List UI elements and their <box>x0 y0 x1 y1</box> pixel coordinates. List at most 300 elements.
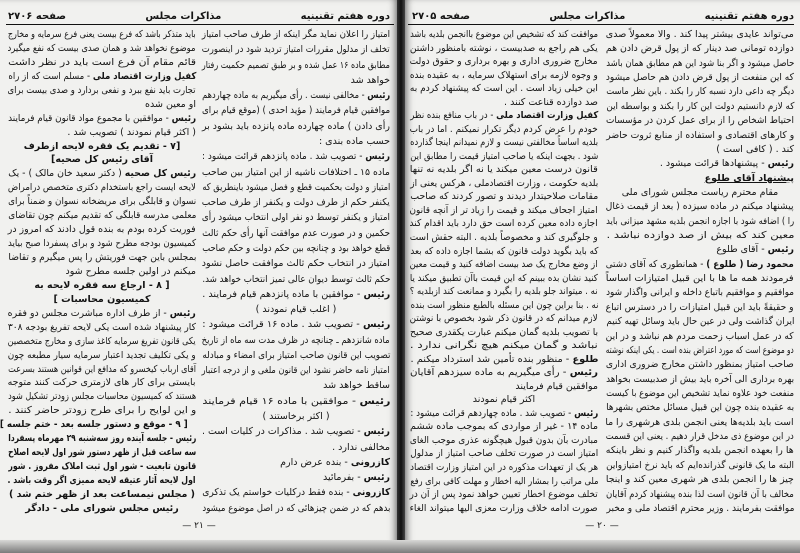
line-content <box>606 301 794 314</box>
line-content <box>606 272 794 285</box>
text-line <box>8 474 196 487</box>
text-column-left <box>410 28 598 515</box>
speaker-name: رئیس <box>573 407 598 419</box>
line-text: قائم مقام آن فرع است باید در نظر داشت <box>8 56 196 68</box>
session-label: دوره هفتم تقنینیه <box>300 11 390 22</box>
line-content <box>8 42 196 55</box>
line-content <box>410 217 598 230</box>
line-text: پیشنهاد میکنم در ماده سیزده ( بعد از قیمت ذغال <box>606 201 794 213</box>
line-text: موافقیم و موافقیم باتباع داخله و ایرانی واگذار شود <box>606 287 794 299</box>
line-content <box>410 190 598 203</box>
text-line <box>8 98 196 111</box>
text-line <box>410 163 598 176</box>
line-content <box>606 57 794 70</box>
line-text: حسب ماده بندی : <box>318 135 390 147</box>
line-content <box>410 366 598 379</box>
text-line <box>606 258 794 271</box>
line-text: مخالفی ندارد . <box>332 441 390 453</box>
line-text: - تصویب شد . ماده پانزدهم قرائت میشود : <box>201 151 366 163</box>
text-line <box>8 167 196 180</box>
line-content <box>410 245 598 258</box>
line-content <box>606 315 794 328</box>
text-line <box>410 339 598 352</box>
line-content <box>410 258 598 271</box>
text-line <box>202 227 390 240</box>
speaker-name: کفیل وزارت اقتصاد ملی <box>92 70 196 82</box>
line-content <box>410 272 598 285</box>
text-line <box>606 42 794 55</box>
line-content <box>202 43 390 56</box>
text-line <box>410 502 598 515</box>
line-text: ماده شانزدهم ـ چنانچه در ظرف مدت سه ماه از تاریخ <box>202 334 390 346</box>
text-line <box>410 231 598 244</box>
speaker-name: رئیس <box>171 112 196 124</box>
text-line <box>202 303 390 316</box>
line-text: یکی هم راجع به صدبیست ، نوشته بامنظور داشتن <box>410 42 598 54</box>
line-content <box>202 395 390 408</box>
line-text: آقای ارباب کیخسرو که مدافع این قوانین هستند بسرعت <box>8 363 196 375</box>
speaker-name: رئیس کل صحیه <box>124 168 196 180</box>
text-line <box>410 420 598 433</box>
text-line <box>8 432 196 445</box>
line-text: بهره برداری الی آخره باید بیش از صدبیست بخواهد <box>605 373 794 385</box>
line-content <box>66 265 196 278</box>
text-line <box>202 318 390 331</box>
line-text: رئیس مجلس شورای ملی - دادگر <box>25 502 179 514</box>
publication-title: مذاکرات مجلس <box>549 11 626 22</box>
text-line <box>606 373 794 386</box>
line-content <box>202 349 390 362</box>
text-line <box>202 441 390 454</box>
line-text: - همانطوری که آقای دشتی <box>606 258 707 270</box>
line-text: اکثر قیام نمودند <box>472 394 536 406</box>
speaker-name: رئیس <box>365 151 390 163</box>
line-content <box>9 488 195 501</box>
line-text: امتیاز اجحاف میکند و قیمت را زیاد تر از آنچه قانون <box>409 204 598 216</box>
line-text: خواهد شد <box>350 74 390 86</box>
text-line <box>410 312 598 325</box>
line-content <box>8 181 196 194</box>
line-content <box>25 502 178 515</box>
line-content <box>410 461 598 474</box>
line-content <box>8 237 196 250</box>
line-content <box>410 150 598 163</box>
text-line <box>202 379 390 392</box>
text-line <box>606 243 794 256</box>
section-heading <box>8 279 196 292</box>
text-line <box>202 59 390 72</box>
line-content <box>202 334 390 347</box>
line-content <box>410 312 598 325</box>
line-content <box>606 444 794 457</box>
line-text: موافقت کند که تشخیص این موضوع باانجمن بلدیه باشد <box>410 29 598 40</box>
line-content <box>606 215 794 228</box>
text-line <box>8 70 196 83</box>
text-line <box>410 123 598 136</box>
text-line <box>606 114 794 127</box>
line-text: کمیسیون محاسبات ] <box>53 293 151 305</box>
line-content <box>8 474 196 487</box>
line-content <box>202 150 390 163</box>
line-content <box>8 28 196 41</box>
text-line <box>410 150 598 163</box>
line-content <box>202 59 390 72</box>
line-content <box>8 112 196 125</box>
line-content <box>8 390 196 403</box>
line-content <box>262 410 329 423</box>
line-text: حاصل میشود و اگر بنا شود این هم مطابق همان باشد <box>605 57 794 69</box>
text-line <box>606 229 794 242</box>
section-heading <box>8 153 196 166</box>
text-column-left <box>0 28 197 515</box>
text-line <box>606 100 794 113</box>
line-text: رئیس - جلسه آینده روز سه‌شنبه ۲۹ مهرماه پسفردا <box>7 433 196 445</box>
line-content <box>410 136 598 149</box>
line-text: ( مجلس نیمساعت بعد از ظهر ختم شد ) <box>8 488 196 500</box>
line-content <box>410 353 598 366</box>
text-line <box>8 265 196 278</box>
line-content <box>410 69 598 82</box>
line-text: امتیاز و دولت بحکمیت قطع و فصل میشود باینطریق که <box>202 181 390 193</box>
text-line <box>202 242 390 255</box>
line-text: به عقیده بنده چون این قبیل مسائل مختص بشهرها <box>606 402 794 414</box>
text-line <box>606 459 794 472</box>
text-line <box>202 150 390 163</box>
section-heading <box>8 502 196 515</box>
text-line <box>202 28 390 41</box>
section-heading <box>8 488 196 501</box>
line-text: - بفرمائید <box>323 472 364 484</box>
text-line <box>410 258 598 271</box>
line-content <box>8 321 196 334</box>
line-content <box>323 379 390 392</box>
text-line <box>8 376 196 389</box>
line-text: منفعت خود علاوه نماید تشخیص این موضوع با کیست <box>606 387 794 399</box>
line-text: فوریت کرده بودم به بنده قول دادند که امروز در <box>8 224 196 236</box>
line-content <box>606 200 794 213</box>
text-line <box>410 82 598 95</box>
line-content <box>410 28 598 41</box>
line-content <box>202 288 390 301</box>
text-line <box>410 488 598 501</box>
text-line <box>410 136 598 149</box>
text-line <box>410 190 598 203</box>
text-line <box>410 109 598 122</box>
line-text: کار پیشنهاد شده است یکی لایحه تفریغ بودجه ۳۰۸ <box>7 321 197 333</box>
line-text: قانون درست معین میکند یا نه اگر بلدیه نه تنها <box>409 164 598 176</box>
line-text: که باید بگوید دولت قانون که بشما اجازه داده که بعد <box>409 245 598 257</box>
text-line <box>202 43 390 56</box>
line-content <box>606 459 794 472</box>
line-content <box>202 502 390 515</box>
line-text: یکی قانون تفریغ سرمایه کاغذ سازی و مخارج متخصصین <box>8 335 196 347</box>
text-line <box>410 461 598 474</box>
line-text: معین کند که بیش از صد دوازده نباشد . <box>606 230 794 242</box>
line-content <box>8 307 196 320</box>
line-text: است باید بلدیه‌ها یعنی انجمن بلدی هرشهری را ما <box>605 416 794 428</box>
line-content <box>351 74 390 87</box>
line-text: قانون تابعیت - شور اول ثبت املاک مفروز . شور <box>8 461 196 473</box>
line-text: رأی دادن ) ماده چهارده ماده پانزده باید بشود بر <box>202 120 390 132</box>
text-line <box>606 387 794 400</box>
line-text: امتیاز نامه حاضر نشود این قانون ملغی و از درجه اعتبار <box>202 365 390 377</box>
line-text: باید متذکر باشد که فرع بیست یعنی فرع سرمایه و مخارج <box>8 29 196 40</box>
page-number: صفحه ۲۷۰۵ <box>412 11 471 22</box>
line-content <box>0 418 188 431</box>
text-line <box>410 447 598 460</box>
line-text: که لازم دانستیم دولت این کار را بکند و بواسطه این <box>605 100 794 112</box>
line-text: سه ساعت قبل از ظهر دستور شور اول لایحه اصلاح <box>7 447 196 459</box>
line-content <box>202 28 390 41</box>
line-content <box>202 425 390 438</box>
session-label: دوره هفتم تقنینیه <box>704 11 794 22</box>
line-text: حکم ثالث توسط دیوان عالی تمیز انتخاب خواهد شد. <box>201 273 390 285</box>
text-line <box>202 471 390 484</box>
line-text: و وجوه لازمه برای استهلاک سرمایه ، به عقیده بنده <box>410 69 598 81</box>
line-text: قطع خواهد بود و چنانچه بین حکم دولت و حکم صاحب <box>201 242 390 254</box>
line-text: آقای رئیس کل صحیه] <box>50 154 154 166</box>
line-text: بمجلس باین جهت فوریتش را پس میگیرم و تقاضا <box>8 252 196 263</box>
line-text: معلمی مدرسه قابلگی که تقدیم میکنم چون تقاضای <box>7 210 196 222</box>
line-content <box>705 172 794 185</box>
line-content <box>8 195 196 208</box>
line-text: موافقین قیام فرمایند <box>515 380 598 392</box>
line-content <box>202 227 390 240</box>
speaker-name: رئیس <box>363 288 390 300</box>
line-text: اول لایحه آثار عتیقه لایحه ممیزی اگر وقت باشد . <box>7 475 196 486</box>
line-text: لایحه ایست راجع باستخدام دکتری متخصص درامراض <box>8 182 196 194</box>
text-line <box>202 364 390 377</box>
speaker-name: رئیس <box>363 426 390 438</box>
speaker-name: کازرونی <box>352 487 390 499</box>
line-content <box>280 456 390 469</box>
section-heading <box>8 293 196 306</box>
line-content <box>410 326 598 339</box>
line-content <box>606 28 794 41</box>
text-line <box>606 28 794 41</box>
page-footer-number: — ۲۱ — <box>182 521 216 531</box>
line-text: - تصویب شد . مذاکرات در کلیات است . <box>202 426 364 438</box>
line-text: صد دوازده قناعت کنند . <box>504 96 598 108</box>
line-content <box>202 273 390 286</box>
line-content <box>473 393 535 406</box>
line-text: دو موضوع است که مورد اعتراض بنده است . یکی اینکه نوشته <box>605 344 794 356</box>
line-content <box>202 120 390 133</box>
text-line <box>606 330 794 343</box>
line-content <box>606 129 794 142</box>
line-text: ( اکثر برخاستند ) <box>262 411 330 423</box>
text-line <box>410 299 598 312</box>
line-text: کنید نشان بده ببینم که این قیمت باآن تطبیق میکند یا <box>410 272 598 284</box>
line-text: امتیاز و یکنفر توسط دو نفر اولی انتخاب میشود رأی <box>201 212 390 224</box>
line-text: مقام محترم ریاست مجلس شورای ملی <box>621 186 779 198</box>
line-content <box>606 473 794 486</box>
text-line <box>410 245 598 258</box>
text-line <box>202 288 390 301</box>
line-text: ( اغلب قیام نمودند ) <box>255 304 337 316</box>
line-text: تخلف از مدلول مقررات امتیاز تردید شود در اینصورت <box>202 44 390 56</box>
line-text: - پیشنهادها قرائت میشود . <box>659 158 768 170</box>
text-line <box>202 425 390 438</box>
text-line <box>410 272 598 285</box>
speaker-name: کفیل وزارت اقتصاد ملی <box>495 110 598 122</box>
text-line <box>8 195 196 208</box>
text-line <box>8 56 196 69</box>
line-text: - در باب منافع بنده نظر <box>409 110 496 122</box>
text-line <box>606 157 794 170</box>
text-line <box>606 430 794 443</box>
text-line <box>410 326 598 339</box>
text-line <box>606 286 794 299</box>
header-rule <box>6 24 394 25</box>
line-text: مقامات صلاحیتدار دیدند و تصور کردند که صاحب <box>410 191 598 203</box>
text-line <box>410 42 598 55</box>
line-content <box>660 157 794 170</box>
line-content <box>24 140 181 153</box>
line-text: البته ما یک قانونی گذرانده‌ایم که باید نرخ امتیازواین <box>606 459 794 471</box>
line-content <box>202 211 390 224</box>
line-text: کمیسیون بودجه مطرح شود و برای پسفردا صبح بیاید <box>7 238 196 250</box>
line-text: پیشنهاد آقای طلوع <box>704 172 794 184</box>
line-content <box>606 373 794 386</box>
text-line <box>202 120 390 133</box>
line-content <box>8 335 196 348</box>
line-text: ایران گذاشت ولی در عین حال باید وسائل تهیه کنیم <box>605 316 794 328</box>
line-content <box>54 293 151 306</box>
text-line <box>410 366 598 379</box>
line-text: ماده ۱۴ - غیر از مواردی که بموجب ماده ششم <box>410 421 598 433</box>
speaker-name: رئیس <box>569 367 598 379</box>
line-text: تجارت باید نفع ببرد و نفعی بردارد و صدی بیست برای <box>7 84 196 96</box>
line-text: هستند که کمیسیون محاسبات مجلس زودتر تشکیل شود <box>7 391 196 403</box>
line-text: از وضع مخارج یک صد بیست اضافه کنید و قیمت معین <box>410 259 598 271</box>
line-text: - مسلم است که از راه <box>8 70 93 82</box>
line-text: - موافقین با ماده پانزدهم قیام فرمایند . <box>202 288 364 300</box>
line-content <box>67 126 196 139</box>
text-line <box>410 69 598 82</box>
text-line <box>202 166 390 179</box>
line-content <box>606 430 794 443</box>
text-line <box>202 104 390 117</box>
line-content <box>410 204 598 217</box>
line-content <box>606 358 794 371</box>
text-line <box>606 473 794 486</box>
text-line <box>202 273 390 286</box>
line-content <box>606 344 794 357</box>
text-line <box>202 257 390 270</box>
line-content <box>202 318 390 331</box>
line-text: اجازه داده معین کرده است حق دارد باید اقدام کند <box>409 218 598 230</box>
speaker-name: رئیس <box>359 395 390 407</box>
section-heading <box>8 140 196 153</box>
page-footer-number: — ۲۰ — <box>585 521 619 531</box>
line-content <box>8 460 196 473</box>
line-content <box>716 143 794 156</box>
line-content <box>319 135 390 148</box>
text-line <box>606 444 794 457</box>
line-text: او معین شده <box>145 98 196 110</box>
line-content <box>202 196 390 209</box>
text-line <box>8 404 196 417</box>
text-line <box>8 335 196 348</box>
line-content <box>8 376 196 389</box>
text-line <box>8 223 196 236</box>
speaker-name: رئیس <box>767 244 794 256</box>
text-line <box>606 215 794 228</box>
line-text: بلدیه اساساً مخالفتی نیست و لازم نمیدانم اینجا گذارده <box>409 137 598 149</box>
line-text: مبادرت بآن بدون قبول هیچگونه عذری موجب الغای <box>409 434 598 446</box>
line-content <box>410 123 598 136</box>
line-text: و حقیقةً باید این قبیل امتیازات را در دسترس اتباع <box>606 301 794 313</box>
line-text: مخارج ضروری اداری و بهره برداری و حقوق دولت <box>410 56 598 68</box>
line-content <box>606 85 794 98</box>
text-line <box>202 181 390 194</box>
text-line <box>606 71 794 84</box>
text-line <box>606 200 794 213</box>
line-text: صورت ادامه خلاف وزارت معزی الیها میتواند الغاء <box>410 502 598 514</box>
line-text: ها را بعهده انجمن بلدیه واگذار کنیم و نظر باینکه <box>606 445 794 457</box>
line-text: حکمین و در صورت عدم موافقت آنها رأی حکم ثالث <box>202 227 390 239</box>
line-text: شود . بجهت اینکه یا صاحب امتیاز قیمت را مطابق این <box>409 150 598 162</box>
speaker-name: رئیس <box>362 319 390 331</box>
line-text: ( دکتر سعید خان مالک ) - یک <box>8 168 125 180</box>
line-text: [ ۹ - موقع و دستور جلسه بعد - ختم جلسه ] <box>0 419 189 431</box>
speaker-name: رئیس <box>367 90 390 102</box>
line-text: موافقت بفرمایند . وزیر محترم اقتصاد ملی و مخبر <box>606 502 794 514</box>
text-line <box>606 401 794 414</box>
line-text: که این منفعت از پول قرض دادن هم حاصل میشود <box>605 72 794 84</box>
text-line <box>8 28 196 41</box>
section-heading <box>0 418 196 431</box>
line-content <box>410 475 598 488</box>
speaker-name: محمود رضا ( طلوع ) <box>706 258 794 270</box>
text-line <box>8 181 196 194</box>
text-line <box>606 344 794 357</box>
line-content <box>410 420 598 433</box>
text-line <box>410 353 598 366</box>
line-text: ملی مراتب را بمشار الیه اخطار و مهلت کافی برای رفع <box>409 475 598 487</box>
line-text: مخالف با آن قانون است لذا بنده پیشنهاد کردم آقایان <box>606 488 794 500</box>
text-line <box>202 395 390 408</box>
line-text: - تصویب شد . ماده ۱۶ قرائت میشود : <box>202 319 363 331</box>
text-line <box>8 390 196 403</box>
text-line <box>606 186 794 199</box>
line-content <box>51 153 153 166</box>
page-bottom-edge <box>0 540 800 553</box>
line-text: امتیاز در انتخاب حکم ثالث موافقت حاصل نشود <box>201 258 390 270</box>
text-line <box>202 196 390 209</box>
line-text: لازم میدانم که در قانون ذکر شود بخصوص با نوشتن <box>410 313 598 325</box>
line-content <box>606 416 794 429</box>
line-content <box>606 401 794 414</box>
line-content <box>504 96 598 109</box>
line-content <box>410 55 598 68</box>
line-text: [۷ - تقدیم یک فقره لایحه ازطرف <box>23 140 181 152</box>
line-text: یکنفر حکم از طرف دولت و یکنفر از طرف صاحب <box>201 197 390 209</box>
text-line <box>202 456 390 469</box>
line-text: چیز ها را انجمن بلدی هر شهری معین کند و اینجا <box>606 474 794 486</box>
text-line <box>606 172 794 185</box>
text-line <box>8 321 196 334</box>
line-text: - تصویب شد . ماده چهاردهم قرائت میشود : <box>410 407 574 419</box>
line-content <box>8 70 196 83</box>
text-line <box>410 217 598 230</box>
line-content <box>515 380 598 393</box>
line-text: با تصویب بلدیه گمان میکنم عبارت یکقدری صحیح <box>409 326 598 338</box>
line-content <box>716 243 794 256</box>
text-line <box>202 410 390 423</box>
text-line <box>202 334 390 347</box>
